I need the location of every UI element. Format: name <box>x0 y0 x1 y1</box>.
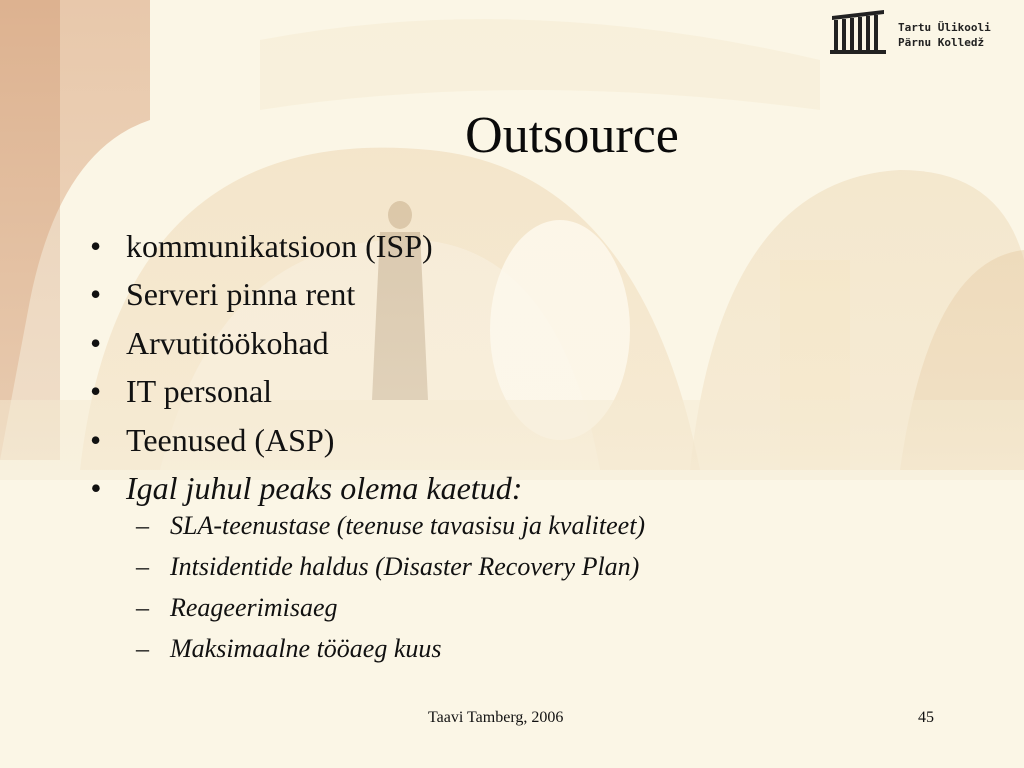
list-item <box>86 270 522 318</box>
sub-bullet-list <box>136 505 645 669</box>
sub-list-item <box>136 546 645 587</box>
slide-title: Outsource <box>465 107 679 164</box>
dash-marker: – <box>136 552 149 581</box>
sub-bullet-text: Reageerimisaeg <box>170 593 338 622</box>
dash-marker: – <box>136 511 149 540</box>
university-logo <box>828 6 1018 56</box>
bullet-marker: • <box>90 470 102 507</box>
bullet-text: Teenused (ASP) <box>126 421 335 458</box>
sub-list-item <box>136 628 645 669</box>
sub-list-item <box>136 505 645 546</box>
bullet-marker: • <box>90 373 102 410</box>
list-item <box>86 367 522 415</box>
footer-author: Taavi Tamberg, 2006 <box>428 709 564 726</box>
dash-marker: – <box>136 593 149 622</box>
bullet-marker: • <box>90 228 102 264</box>
bullet-marker: • <box>90 421 102 458</box>
colonnade-logo-icon <box>828 6 888 56</box>
bullet-text: Igal juhul peaks olema kaetud: <box>126 470 523 507</box>
logo-line-1: Tartu Ülikooli <box>898 21 991 34</box>
logo-wordmark <box>898 20 991 50</box>
slide-number: 45 <box>918 709 934 726</box>
dash-marker: – <box>136 634 149 663</box>
bullet-marker: • <box>90 324 102 361</box>
sub-bullet-text: Maksimaalne tööaeg kuus <box>170 634 442 663</box>
list-item <box>86 416 522 464</box>
bullet-marker: • <box>90 276 102 313</box>
list-item <box>86 222 522 270</box>
sub-bullet-text: SLA-teenustase (teenuse tavasisu ja kvaliteet) <box>170 511 646 540</box>
bullet-text: IT personal <box>126 373 273 410</box>
bullet-text: kommunikatsioon (ISP) <box>126 228 433 264</box>
logo-line-2: Pärnu Kolledž <box>898 36 985 49</box>
bullet-text: Serveri pinna rent <box>126 276 356 313</box>
sub-bullet-text: Intsidentide haldus (Disaster Recovery Plan) <box>170 552 640 581</box>
sub-list-item <box>136 587 645 628</box>
list-item <box>86 319 522 367</box>
bullet-text: Arvutitöökohad <box>126 324 329 361</box>
bullet-list <box>86 222 522 512</box>
